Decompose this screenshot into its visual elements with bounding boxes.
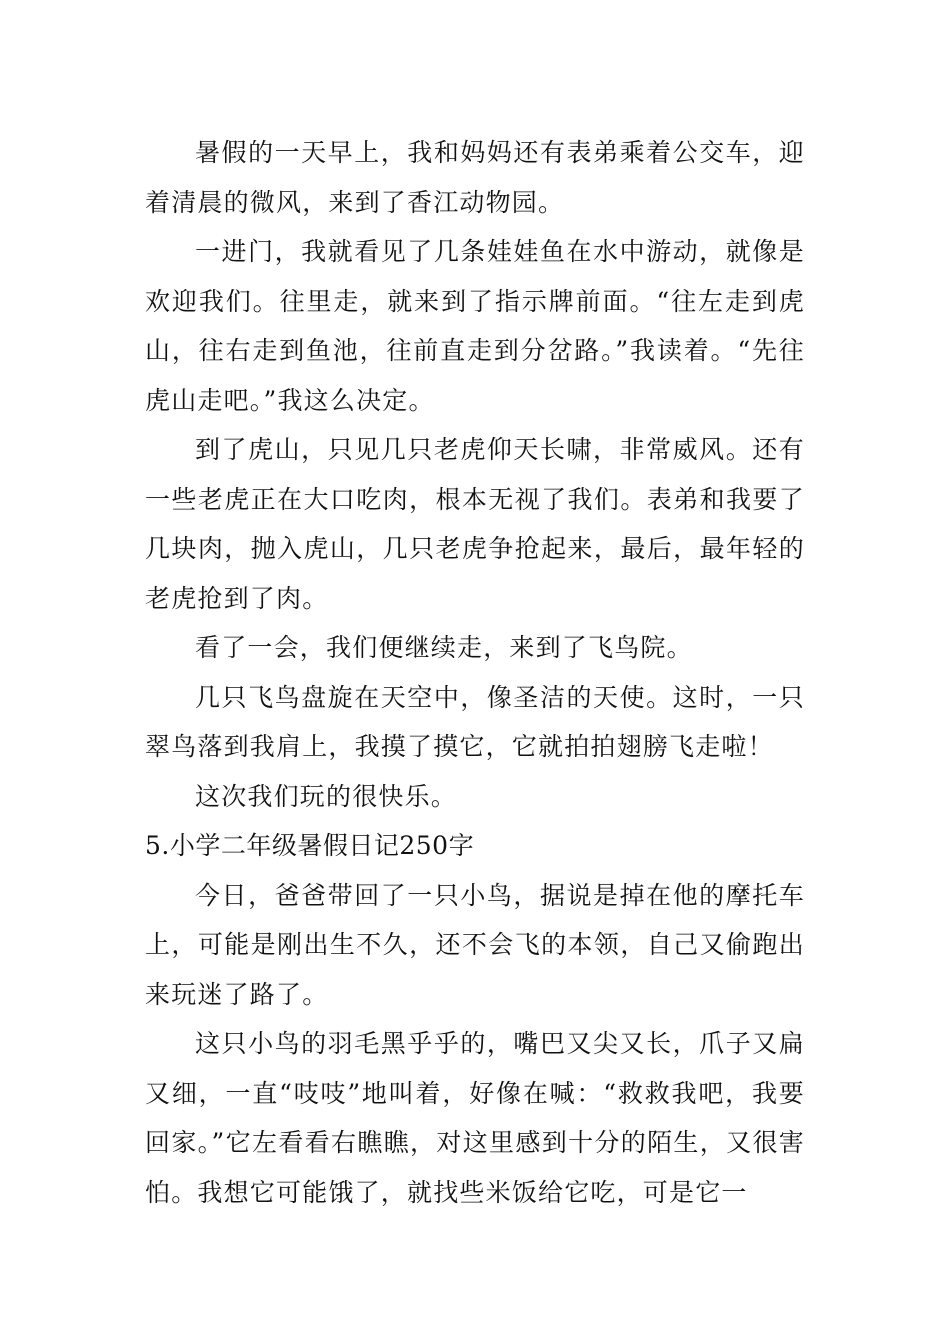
- paragraph-kingfisher: 几只飞鸟盘旋在天空中，像圣洁的天使。这时，一只翠鸟落到我肩上，我摸了摸它，它就拍拍翅膀飞走啦！: [145, 682, 805, 761]
- paragraph-zoo-arrival: 暑假的一天早上，我和妈妈还有表弟乘着公交车，迎着清晨的微风，来到了香江动物园。: [145, 138, 805, 217]
- paragraph-bird-court: 看了一会，我们便继续走，来到了飞鸟院。: [195, 633, 693, 662]
- section-heading: 5.小学二年级暑假日记250字: [145, 831, 475, 860]
- paragraph-bird-found: 今日，爸爸带回了一只小鸟，据说是掉在他的摩托车上，可能是刚出生不久，还不会飞的本领，自己又偷跑出来玩迷了路了。: [145, 880, 805, 1009]
- paragraph-bird-description: 这只小鸟的羽毛黑乎乎的，嘴巴又尖又长，爪子又扁又细，一直“吱吱”地叫着，好像在喊：“救救我吧，我要回家。”它左看看右瞧瞧，对这里感到十分的陌生，又很害怕。我想它可能饿了，就找些米饭给它吃，可是它一: [145, 1029, 805, 1207]
- paragraph-entrance-signpost: 一进门，我就看见了几条娃娃鱼在水中游动，就像是欢迎我们。往里走，就来到了指示牌前面。“往左走到虎山，往右走到鱼池，往前直走到分岔路。”我读着。“先往虎山走吧。”我这么决定。: [145, 237, 805, 415]
- paragraph-conclusion: 这次我们玩的很快乐。: [195, 781, 458, 811]
- paragraph-tiger-mountain: 到了虎山，只见几只老虎仰天长啸，非常威风。还有一些老虎正在大口吃肉，根本无视了我们。表弟和我要了几块肉，抛入虎山，几只老虎争抢起来，最后，最年轻的老虎抢到了肉。: [145, 435, 805, 613]
- document-body: [145, 128, 805, 1217]
